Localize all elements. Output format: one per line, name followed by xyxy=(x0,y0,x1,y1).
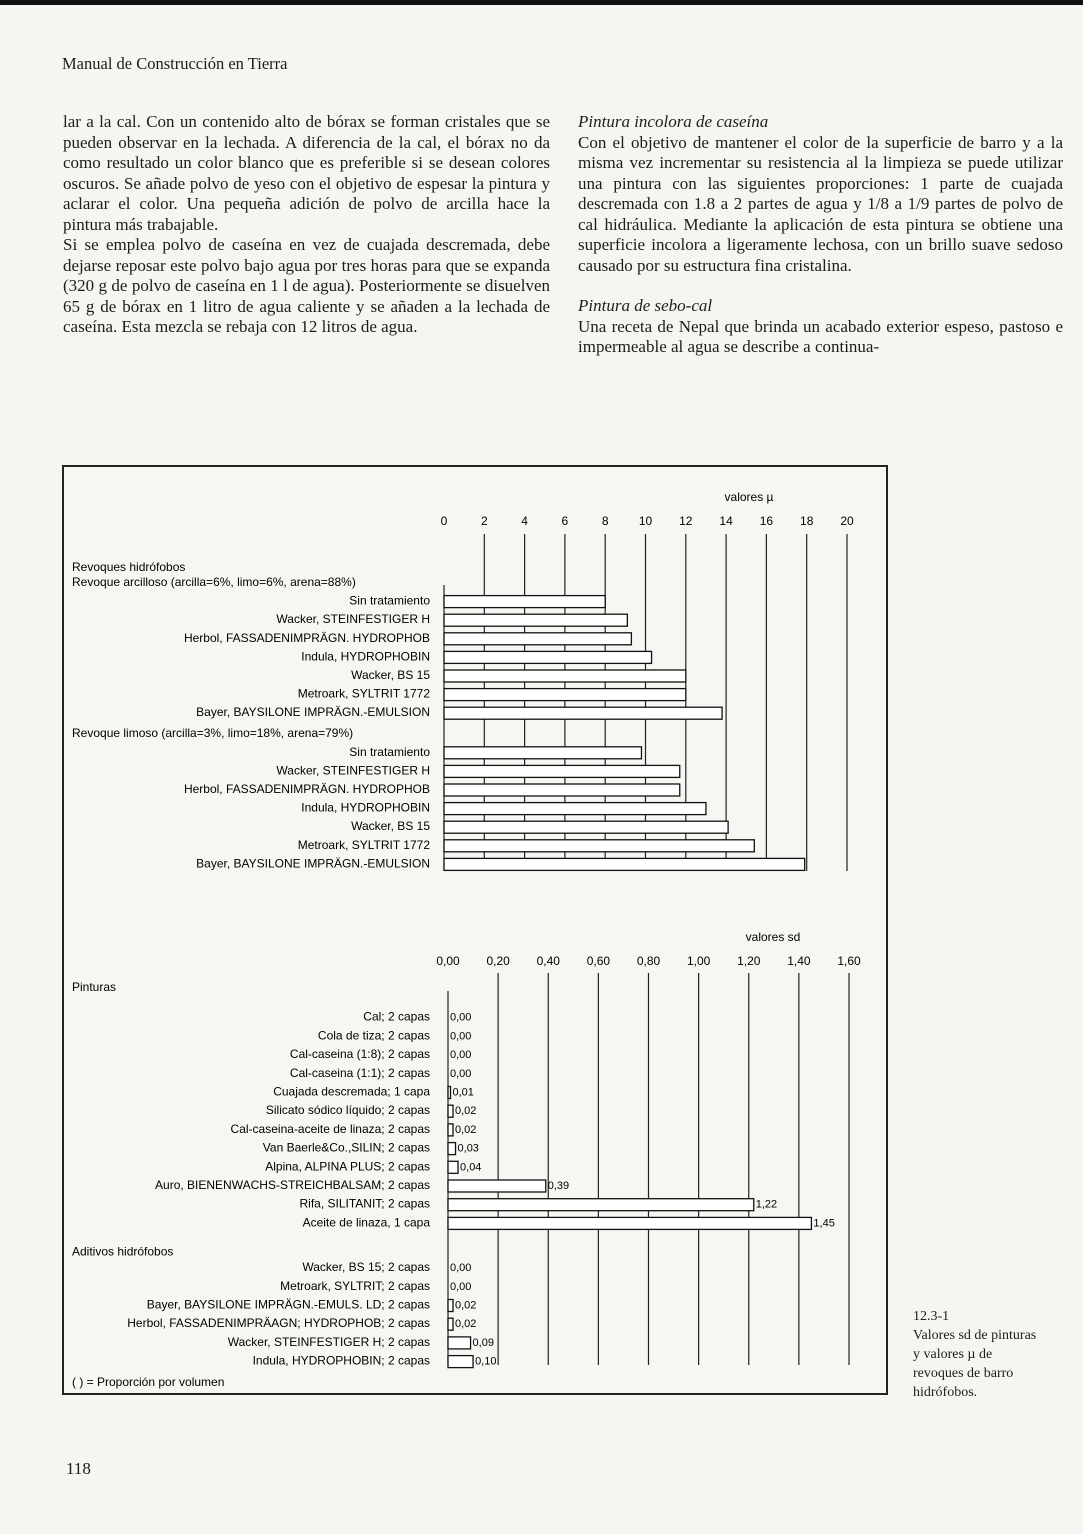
chart2-bar xyxy=(448,1356,473,1368)
chart2-bar xyxy=(448,1217,811,1229)
chart1-bar xyxy=(444,596,605,608)
right-column xyxy=(578,112,1063,358)
chart2-value-label: 0,00 xyxy=(450,1011,472,1024)
chart2-item-label: Wacker, STEINFESTIGER H; 2 capas xyxy=(227,1334,430,1349)
chart2-bar xyxy=(448,1318,453,1330)
chart1-item-label: Indula, HYDROPHOBIN xyxy=(301,649,430,664)
chart1-item-label: Metroark, SYLTRIT 1772 xyxy=(297,686,430,701)
chart1-bar xyxy=(444,707,722,719)
chart1-bar xyxy=(444,651,652,663)
chart-canvas xyxy=(64,467,890,1397)
chart2-item-label: Silicato sódico líquido; 2 capas xyxy=(265,1103,430,1118)
chart1-bar xyxy=(444,858,805,870)
caption-line-2: y valores µ de xyxy=(913,1347,993,1362)
chart2-value-label: 0,09 xyxy=(472,1336,494,1349)
chart2-group-label: Aditivos hidrófobos xyxy=(72,1244,174,1259)
chart2-value-label: 0,00 xyxy=(450,1049,472,1062)
chart2-item-label: Indula, HYDROPHOBIN; 2 capas xyxy=(252,1353,430,1368)
chart1-tick-label: 8 xyxy=(601,514,609,528)
chart2-bar xyxy=(448,1105,453,1117)
running-head: Manual de Construcción en Tierra xyxy=(62,54,288,73)
caption-line-4: hidrófobos. xyxy=(913,1385,978,1400)
chart2-bar xyxy=(448,1300,453,1312)
chart1-item-label: Bayer, BAYSILONE IMPRÄGN.-EMULSION xyxy=(196,705,430,720)
chart2-bar xyxy=(448,1087,451,1099)
chart1-item-label: Wacker, BS 15 xyxy=(351,819,430,834)
chart1-tick-label: 16 xyxy=(759,514,774,528)
chart1-bar xyxy=(444,784,680,796)
chart2-bar xyxy=(448,1124,453,1136)
chart2-value-label: 0,00 xyxy=(450,1280,472,1293)
chart1-item-label: Herbol, FASSADENIMPRÄGN. HYDROPHOB xyxy=(183,782,430,796)
chart2-item-label: Auro, BIENENWACHS-STREICHBALSAM; 2 capas xyxy=(155,1178,430,1192)
chart2-value-label: 0,00 xyxy=(450,1030,472,1043)
chart1-item-label: Bayer, BAYSILONE IMPRÄGN.-EMULSION xyxy=(196,856,430,871)
chart1-tick-label: 2 xyxy=(480,514,488,528)
chart1-section-title: Revoques hidrófobos xyxy=(72,560,186,574)
section-heading-sebo-cal: Pintura de sebo-cal xyxy=(578,296,713,315)
chart2-item-label: Cola de tiza; 2 capas xyxy=(317,1028,430,1043)
chart2-bar xyxy=(448,1143,456,1155)
chart2-item-label: Wacker, BS 15; 2 capas xyxy=(302,1260,430,1275)
section-heading-caseina: Pintura incolora de caseína xyxy=(578,112,769,131)
chart1-tick-label: 20 xyxy=(840,514,854,528)
chart2-value-label: 0,39 xyxy=(547,1180,570,1192)
chart2-item-label: Cal; 2 capas xyxy=(363,1009,430,1024)
section-text-sebo-cal: Una receta de Nepal que brinda un acabado exterior espeso, pastoso e impermeable al agua se describe a continua- xyxy=(578,316,1063,356)
chart1-item-label: Wacker, STEINFESTIGER H xyxy=(276,612,430,627)
chart1-bar xyxy=(444,670,686,682)
chart2-value-label: 0,04 xyxy=(460,1161,482,1174)
chart1-item-label: Sin tratamiento xyxy=(349,593,430,608)
chart1-group-label: Revoque limoso (arcilla=3%, limo=18%, arena=79%) xyxy=(72,726,354,741)
chart2-axis-title: valores sd xyxy=(745,930,801,944)
caption-line-1: Valores sd de pinturas xyxy=(913,1328,1037,1343)
chart2-group-label: Pinturas xyxy=(72,980,117,994)
chart2-item-label: Cal-caseina (1:8); 2 capas xyxy=(289,1047,430,1062)
chart1-bar xyxy=(444,633,631,645)
chart1-tick-label: 0 xyxy=(440,514,448,528)
left-column xyxy=(63,112,550,338)
chart2-tick-label: 1,00 xyxy=(686,954,711,968)
figure-caption xyxy=(913,1307,1073,1402)
chart2-item-label: Rifa, SILITANIT; 2 capas xyxy=(299,1196,430,1211)
section-text-caseina: Con el objetivo de mantener el color de la superficie de barro y a la misma vez incrementar su resistencia al la limpieza se puede utilizar una pintura con las siguientes proporciones: 1 parte de cuajada descremada con 1.8 a 2 partes de agua y 1/8 a 1/9 partes de polvo de cal hidráulica. Mediante la aplicación de esta pintura se obtiene una superficie incolora a ligeramente lechosa, con un brillo suave sedoso causado por su estructura fina cristalina. xyxy=(578,132,1063,275)
chart1-bar xyxy=(444,840,754,852)
figure-12-3-1 xyxy=(62,465,888,1395)
chart2-tick-label: 0,00 xyxy=(436,954,460,968)
chart1-tick-label: 14 xyxy=(719,514,733,528)
chart2-item-label: Cal-caseina (1:1); 2 capas xyxy=(289,1065,430,1080)
chart1-item-label: Sin tratamiento xyxy=(349,744,430,759)
chart1-tick-label: 4 xyxy=(521,514,528,528)
chart2-tick-label: 0,60 xyxy=(586,954,611,968)
chart2-value-label: 0,02 xyxy=(455,1105,477,1118)
top-rule xyxy=(0,0,1083,5)
chart2-item-label: Herbol, FASSADENIMPRÄAGN; HYDROPHOB; 2 capas xyxy=(127,1316,430,1331)
page-number: 118 xyxy=(66,1459,91,1478)
chart2-item-label: Alpina, ALPINA PLUS; 2 capas xyxy=(265,1159,430,1174)
chart1-bar xyxy=(444,747,641,759)
chart2-tick-label: 0,80 xyxy=(636,954,661,968)
chart2-value-label: 1,22 xyxy=(755,1198,778,1211)
chart2-bar xyxy=(448,1199,754,1211)
chart1-axis-title: valores µ xyxy=(724,490,774,504)
chart2-item-label: Metroark, SYLTRIT; 2 capas xyxy=(280,1278,430,1293)
chart2-tick-label: 1,40 xyxy=(787,954,811,968)
chart2-bar xyxy=(448,1161,458,1173)
chart2-value-label: 0,02 xyxy=(455,1299,477,1312)
chart2-bar xyxy=(448,1180,546,1192)
caption-line-3: revoques de barro xyxy=(913,1366,1014,1381)
chart2-item-label: Bayer, BAYSILONE IMPRÄGN.-EMULS. LD; 2 capas xyxy=(146,1297,430,1312)
chart2-item-label: Van Baerle&Co.,SILIN; 2 capas xyxy=(262,1140,430,1155)
chart1-bar xyxy=(444,765,680,777)
chart2-value-label: 1,45 xyxy=(813,1217,835,1230)
chart2-tick-label: 0,40 xyxy=(536,954,560,968)
left-paragraph-2: Si se emplea polvo de caseína en vez de cuajada descremada, debe dejarse reposar este polvo bajo agua por tres horas para que se expanda (320 g de polvo de caseína en 1 l de agua). Posteriormente se disuelven 65 g de bórax en 1 litro de agua caliente y se añaden a la lechada de caseína. Esta mezcla se rebaja con 12 litros de agua. xyxy=(63,235,550,336)
caption-number: 12.3-1 xyxy=(913,1309,950,1324)
chart2-value-label: 0,03 xyxy=(457,1142,479,1155)
chart2-value-label: 0,01 xyxy=(452,1086,474,1099)
chart1-bar xyxy=(444,803,706,815)
chart2-value-label: 0,10 xyxy=(475,1355,497,1368)
chart1-tick-label: 18 xyxy=(800,514,814,528)
chart1-item-label: Wacker, STEINFESTIGER H xyxy=(276,763,430,778)
chart2-value-label: 0,02 xyxy=(455,1123,477,1136)
chart1-bar xyxy=(444,821,728,833)
chart2-tick-label: 1,20 xyxy=(737,954,761,968)
chart2-value-label: 0,02 xyxy=(455,1318,477,1331)
chart1-item-label: Indula, HYDROPHOBIN xyxy=(301,800,430,815)
chart1-item-label: Wacker, BS 15 xyxy=(351,668,430,682)
chart1-tick-label: 12 xyxy=(679,514,693,528)
chart2-item-label: Cuajada descremada; 1 capa xyxy=(273,1084,430,1099)
chart2-tick-label: 1,60 xyxy=(837,954,861,968)
chart1-tick-label: 10 xyxy=(638,514,653,528)
chart1-tick-label: 6 xyxy=(561,514,569,528)
chart2-bar xyxy=(448,1337,471,1349)
left-paragraph-1: lar a la cal. Con un contenido alto de bórax se forman cristales que se pueden observar en la lechada. A diferencia de la cal, el bórax no da como resultado un color blanco que es preferible si se desean colores oscuros. Se añade polvo de yeso con el objetivo de espesar la pintura y aclarar el color. Una pequeña adición de polvo de arcilla hace la pintura más trabajable. xyxy=(63,112,550,234)
chart1-item-label: Herbol, FASSADENIMPRÄGN. HYDROPHOB xyxy=(183,630,430,645)
chart1-bar xyxy=(444,689,686,701)
chart2-value-label: 0,00 xyxy=(450,1262,472,1275)
chart2-tick-label: 0,20 xyxy=(486,954,510,968)
chart1-item-label: Metroark, SYLTRIT 1772 xyxy=(297,837,430,852)
chart2-item-label: Aceite de linaza, 1 capa xyxy=(302,1215,430,1230)
chart1-group-label: Revoque arcilloso (arcilla=6%, limo=6%, arena=88%) xyxy=(72,575,356,589)
chart2-item-label: Cal-caseina-aceite de linaza; 2 capas xyxy=(230,1121,430,1136)
chart2-footnote: ( ) = Proporción por volumen xyxy=(72,1375,225,1389)
chart2-value-label: 0,00 xyxy=(450,1067,472,1080)
chart1-bar xyxy=(444,614,627,626)
